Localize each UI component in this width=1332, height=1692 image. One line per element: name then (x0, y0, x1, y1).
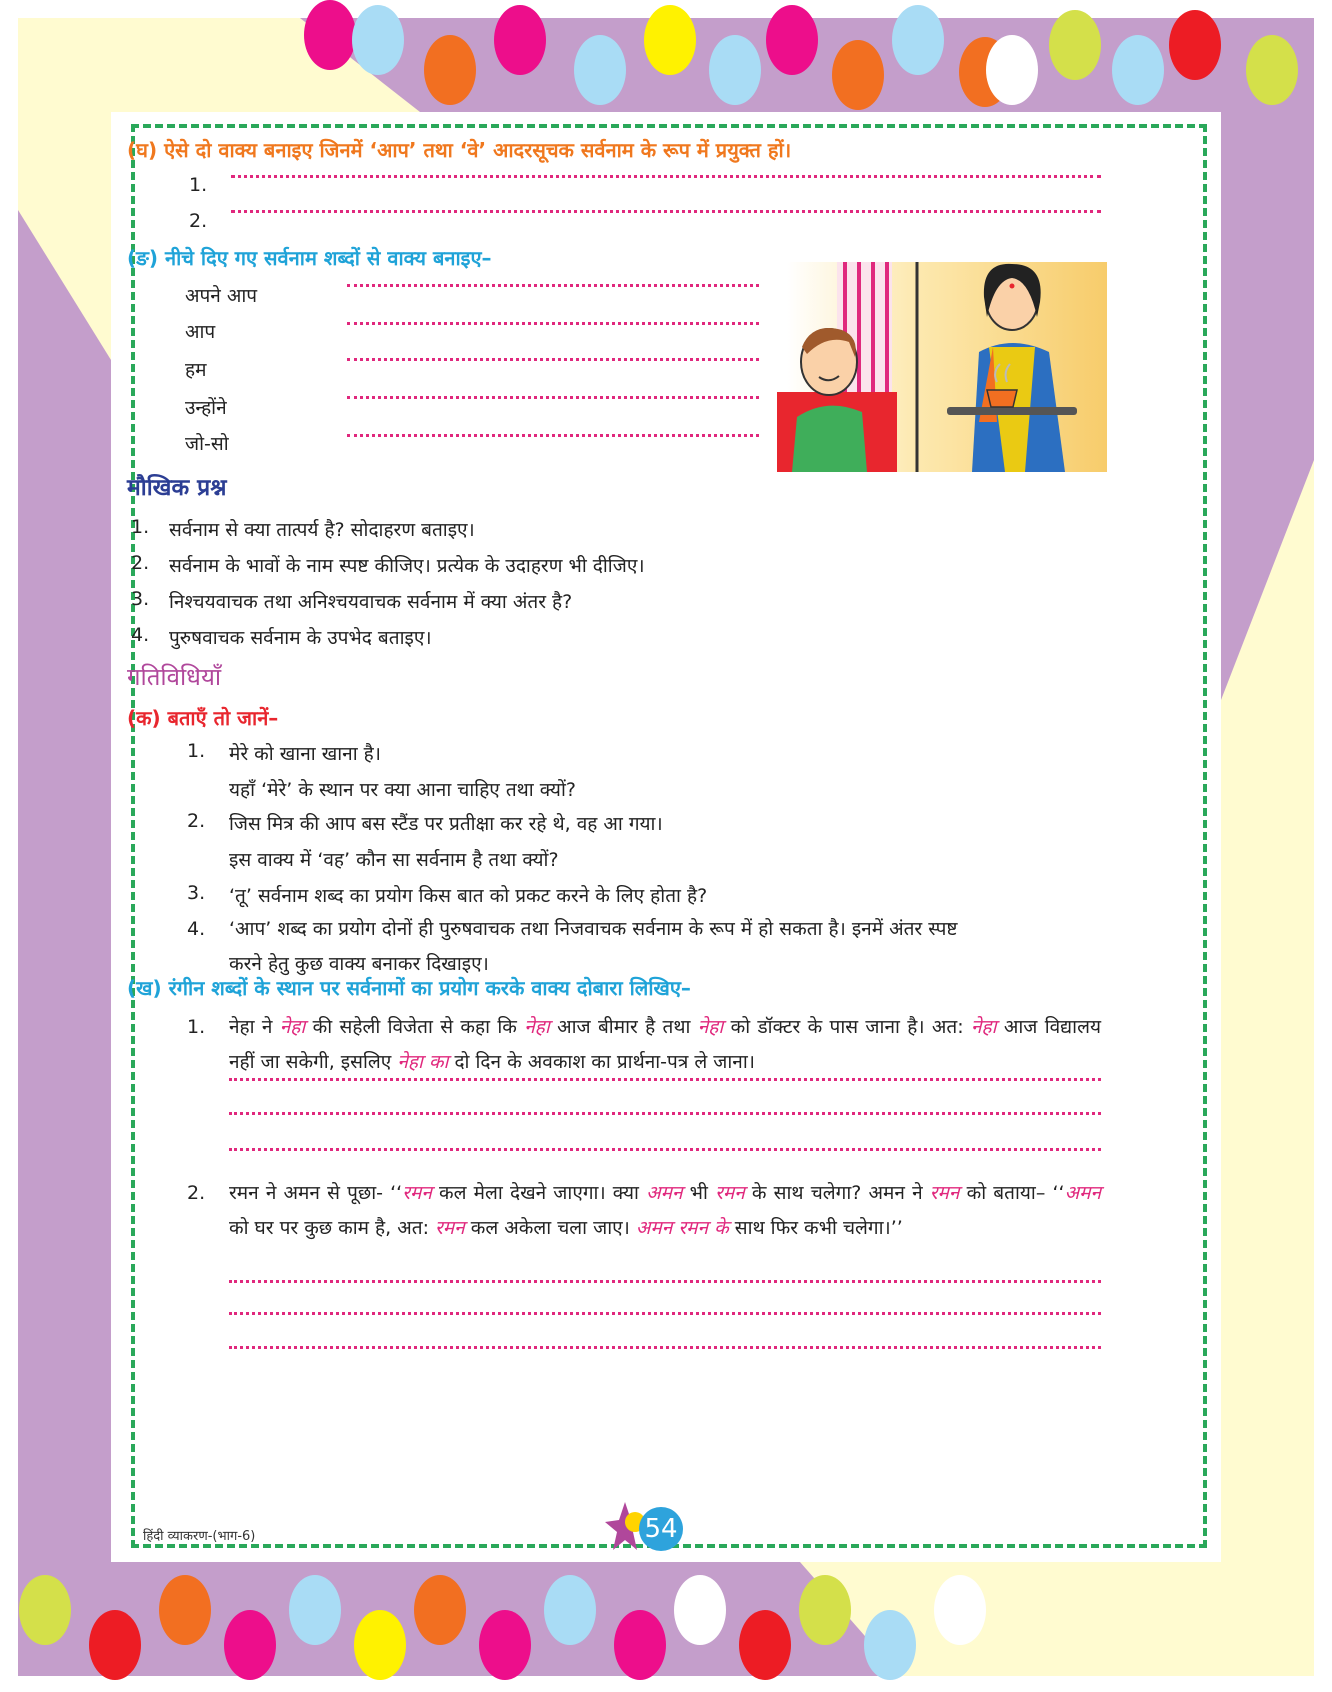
pronoun-word: हम (185, 359, 207, 381)
highlighted-noun: रमन (435, 1217, 465, 1239)
pronoun-word: अपने आप (185, 285, 258, 307)
answer-line[interactable] (347, 322, 759, 325)
passage-text: रमन ने अमन से पूछा- ‘‘ (229, 1182, 403, 1204)
answer-line[interactable] (229, 1148, 1101, 1151)
question-number: 3. (131, 588, 150, 610)
answer-line[interactable] (229, 1280, 1101, 1283)
passage-text: को घर पर कुछ काम है, अत: (229, 1217, 436, 1239)
worksheet-page (111, 112, 1221, 1562)
pronoun-word: आप (185, 321, 216, 343)
passage-text: दो दिन के अवकाश का प्रार्थना-पत्र ले जाना। (448, 1051, 755, 1073)
passage-text: को डॉक्टर के पास जाना है। अत: (723, 1016, 971, 1038)
answer-line[interactable] (229, 1078, 1101, 1081)
passage-text: की सहेली विजेता से कहा कि (305, 1016, 525, 1038)
activity-question: यहाँ ‘मेरे’ के स्थान पर क्या आना चाहिए तथा क्यों? (229, 779, 576, 801)
answer-line[interactable] (231, 175, 1101, 178)
highlighted-noun: नेहा का (397, 1051, 449, 1073)
highlighted-noun: अमन (1064, 1182, 1101, 1204)
item-number: 1. (187, 740, 206, 762)
answer-number: 2. (189, 210, 208, 232)
page-number: 54 (639, 1507, 683, 1551)
activity-question: मेरे को खाना खाना है। (229, 743, 381, 765)
pronoun-word: जो-सो (185, 433, 229, 455)
rewrite-passage-1 (229, 1010, 1101, 1082)
oral-question: सर्वनाम से क्या तात्पर्य है? सोदाहरण बताइए। (169, 519, 475, 541)
activity-question: इस वाक्य में ‘वह’ कौन सा सर्वनाम है तथा क्यों? (229, 849, 559, 871)
item-number: 2. (187, 810, 206, 832)
answer-line[interactable] (229, 1112, 1101, 1115)
highlighted-noun: नेहा (697, 1016, 724, 1038)
activity-question: ‘तू’ सर्वनाम शब्द का प्रयोग किस बात को प्रकट करने के लिए होता है? (229, 885, 708, 907)
highlighted-noun: रमन (715, 1182, 745, 1204)
question-number: 1. (131, 516, 150, 538)
book-title: हिंदी व्याकरण-(भाग-6) (143, 1529, 256, 1544)
oral-question: पुरुषवाचक सर्वनाम के उपभेद बताइए। (169, 627, 432, 649)
activities-heading: गतिविधियाँ (127, 663, 222, 691)
passage-text: को बताया– ‘‘ (959, 1182, 1065, 1204)
question-number: 2. (131, 552, 150, 574)
activity-question: जिस मित्र की आप बस स्टैंड पर प्रतीक्षा कर रहे थे, वह आ गया। (229, 813, 663, 835)
highlighted-noun: रमन (402, 1182, 432, 1204)
illustration-woman-serving-tea (767, 242, 1117, 472)
oral-question: सर्वनाम के भावों के नाम स्पष्ट कीजिए। प्रत्येक के उदाहरण भी दीजिए। (169, 555, 645, 577)
passage-text: आज बीमार है तथा (549, 1016, 698, 1038)
section-gha-heading: (घ) ऐसे दो वाक्य बनाइए जिनमें ‘आप’ तथा ‘वे’ आदरसूचक सर्वनाम के रूप में प्रयुक्त हों। (127, 138, 792, 162)
answer-number: 1. (189, 174, 208, 196)
answer-line[interactable] (229, 1346, 1101, 1349)
highlighted-noun: अमन (635, 1217, 673, 1239)
question-line: करने हेतु कुछ वाक्य बनाकर दिखाइए। (229, 953, 489, 975)
answer-line[interactable] (347, 284, 759, 287)
highlighted-noun: अमन (646, 1182, 683, 1204)
question-line: ‘आप’ शब्द का प्रयोग दोनों ही पुरुषवाचक तथा निजवाचक सर्वनाम के रूप में हो सकता है। इनमें अंतर स्पष्ट (229, 918, 958, 940)
item-number: 4. (187, 918, 206, 940)
answer-line[interactable] (229, 1312, 1101, 1315)
highlighted-noun: नेहा (279, 1016, 306, 1038)
passage-text: नेहा ने (229, 1016, 280, 1038)
highlighted-noun: रमन (929, 1182, 960, 1204)
question-number: 4. (131, 624, 150, 646)
passage-text: कल मेला देखने जाएगा। क्या (431, 1182, 647, 1204)
item-number: 2. (187, 1182, 206, 1204)
answer-line[interactable] (347, 434, 759, 437)
section-ka-heading: (क) बताएँ तो जानें– (127, 706, 279, 730)
section-nga-heading: (ङ) नीचे दिए गए सर्वनाम शब्दों से वाक्य बनाइए– (127, 246, 492, 270)
passage-text: आज विद्यालय नहीं जा सकेगी, इसलिए (229, 1016, 1101, 1073)
answer-line[interactable] (347, 358, 759, 361)
passage-text: के साथ चलेगा? अमन ने (744, 1182, 930, 1204)
passage-text: भी (682, 1182, 716, 1204)
item-number: 3. (187, 882, 206, 904)
highlighted-noun: नेहा (524, 1016, 550, 1038)
item-number: 1. (187, 1016, 206, 1038)
passage-text: साथ फिर कभी चलेगा।’’ (728, 1217, 903, 1239)
passage-text: कल अकेला चला जाए। (464, 1217, 636, 1239)
pronoun-word: उन्होंने (185, 397, 227, 419)
section-kha-heading: (ख) रंगीन शब्दों के स्थान पर सर्वनामों का प्रयोग करके वाक्य दोबारा लिखिए– (127, 976, 691, 1000)
highlighted-noun: नेहा (970, 1016, 997, 1038)
rewrite-passage-2 (229, 1176, 1101, 1284)
highlighted-noun: रमन के (678, 1217, 729, 1239)
answer-line[interactable] (347, 396, 759, 399)
answer-line[interactable] (231, 210, 1101, 213)
oral-question: निश्चयवाचक तथा अनिश्चयवाचक सर्वनाम में क्या अंतर है? (169, 591, 573, 613)
oral-questions-heading: मौखिक प्रश्न (127, 475, 227, 501)
